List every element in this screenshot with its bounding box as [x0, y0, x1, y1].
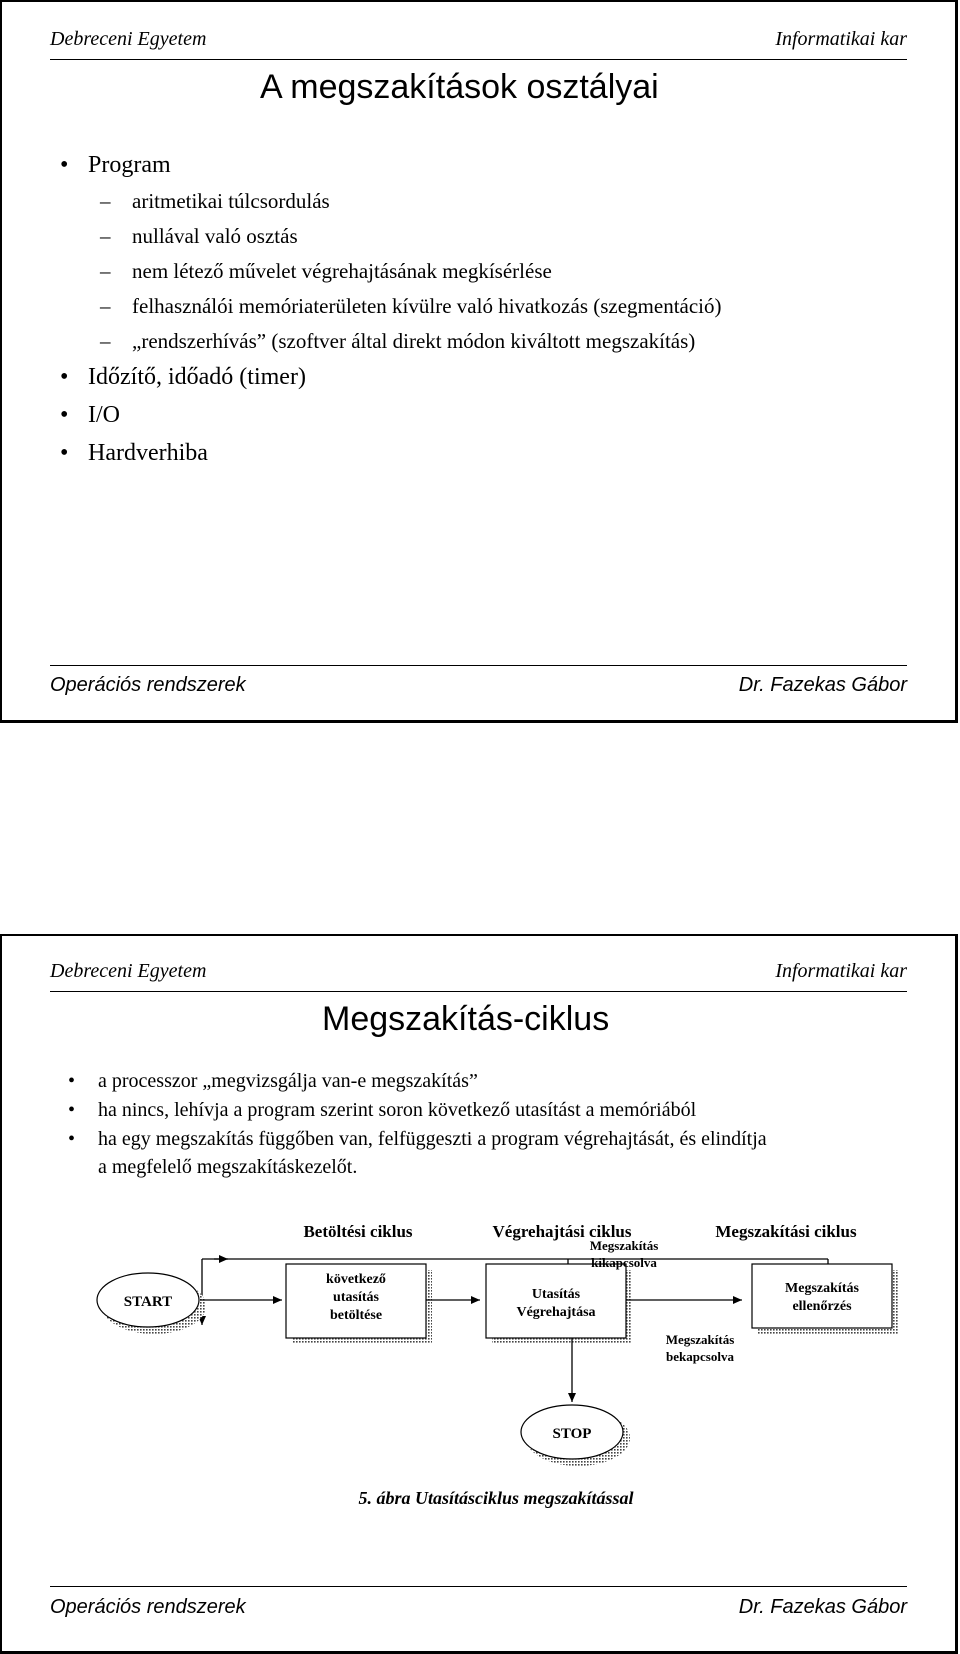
slide-classes-of-interrupts — [0, 0, 958, 723]
execute-label-1: Utasítás — [531, 1287, 581, 1302]
dash-symbol: – — [100, 189, 111, 213]
stop-label: STOP — [552, 1426, 592, 1442]
sub-bullet — [100, 259, 552, 284]
col-label-interrupt: Megszakítási ciklus — [715, 1222, 857, 1241]
bullet-timer — [60, 364, 306, 391]
header-rule — [50, 59, 907, 60]
disabled-label-1: Megszakítás — [589, 1238, 659, 1253]
bullet-symbol: • — [60, 402, 69, 428]
slide-interrupt-cycle — [0, 934, 958, 1654]
sub-bullet-label: „rendszerhívás” (szoftver által direkt módon kiváltott megszakítás) — [132, 329, 696, 353]
slide-title: A megszakítások osztályai — [260, 68, 659, 106]
sub-bullet-label: nem létező művelet végrehajtásának megkísérlése — [132, 259, 552, 283]
fetch-label-1: következő — [326, 1272, 386, 1287]
bullet-program — [60, 152, 171, 179]
execute-label-2: Végrehajtása — [516, 1305, 596, 1320]
sub-bullet — [100, 294, 722, 319]
slide-title: Megszakítás-ciklus — [322, 1000, 610, 1038]
fetch-label-2: utasítás — [333, 1290, 379, 1305]
sub-bullet-label: aritmetikai túlcsordulás — [132, 189, 330, 213]
start-label: START — [123, 1294, 173, 1310]
sub-bullet-label: nullával való osztás — [132, 224, 298, 248]
enabled-label-2: bekapcsolva — [666, 1349, 734, 1364]
dash-symbol: – — [100, 224, 111, 248]
footer-rule — [50, 665, 907, 666]
bullet-label: Időzítő, időadó (timer) — [88, 364, 306, 390]
bullet-label: Program — [88, 152, 171, 178]
bullet-label: ha nincs, lehívja a program szerint soron következő utasítást a memóriából — [98, 1099, 697, 1121]
col-label-fetch: Betöltési ciklus — [303, 1222, 413, 1241]
dash-symbol: – — [100, 259, 111, 283]
bullet-symbol: • — [68, 1070, 76, 1092]
bullet-label: I/O — [88, 402, 120, 428]
bullet-label: a processzor „megvizsgálja van-e megszakítás” — [98, 1070, 478, 1092]
dash-symbol: – — [100, 329, 111, 353]
dash-symbol: – — [100, 294, 111, 318]
bullet-symbol: • — [60, 152, 69, 178]
bullet-label: ha egy megszakítás függőben van, felfüggeszti a program végrehajtását, és elindítja — [98, 1128, 767, 1150]
header-faculty: Informatikai kar — [775, 960, 907, 982]
sub-bullet-label: felhasználói memóriaterületen kívülre való hivatkozás (szegmentáció) — [132, 294, 722, 318]
check-label-2: ellenőrzés — [792, 1299, 852, 1314]
header-faculty: Informatikai kar — [775, 28, 907, 50]
instruction-cycle-diagram — [2, 936, 956, 1536]
bullet-continuation: a megfelelő megszakításkezelőt. — [98, 1156, 358, 1178]
sub-bullet — [100, 189, 330, 214]
header-university: Debreceni Egyetem — [50, 960, 207, 982]
bullet-label: Hardverhiba — [88, 440, 208, 466]
footer-course: Operációs rendszerek — [50, 674, 246, 696]
enabled-label-1: Megszakítás — [665, 1332, 735, 1347]
bullet-symbol: • — [60, 364, 69, 390]
header-university: Debreceni Egyetem — [50, 28, 207, 50]
sub-bullet — [100, 329, 696, 354]
bullet-io — [60, 402, 120, 429]
footer-course: Operációs rendszerek — [50, 1596, 246, 1618]
sub-bullet — [100, 224, 298, 249]
col-label-execute: Végrehajtási ciklus — [492, 1222, 632, 1241]
disabled-label-2: kikapcsolva — [591, 1255, 657, 1270]
footer-author: Dr. Fazekas Gábor — [738, 674, 907, 696]
bullet-symbol: • — [68, 1128, 76, 1150]
figure-caption: 5. ábra Utasításciklus megszakítással — [358, 1488, 634, 1508]
footer-author: Dr. Fazekas Gábor — [738, 1596, 907, 1618]
check-box — [752, 1264, 892, 1328]
footer-rule — [50, 1586, 907, 1587]
check-label-1: Megszakítás — [785, 1281, 859, 1296]
bullet-symbol: • — [68, 1099, 76, 1121]
bullet-hardware-error — [60, 440, 208, 467]
bullet-symbol: • — [60, 440, 69, 466]
slide-header — [50, 28, 907, 58]
fetch-label-3: betöltése — [329, 1308, 383, 1323]
